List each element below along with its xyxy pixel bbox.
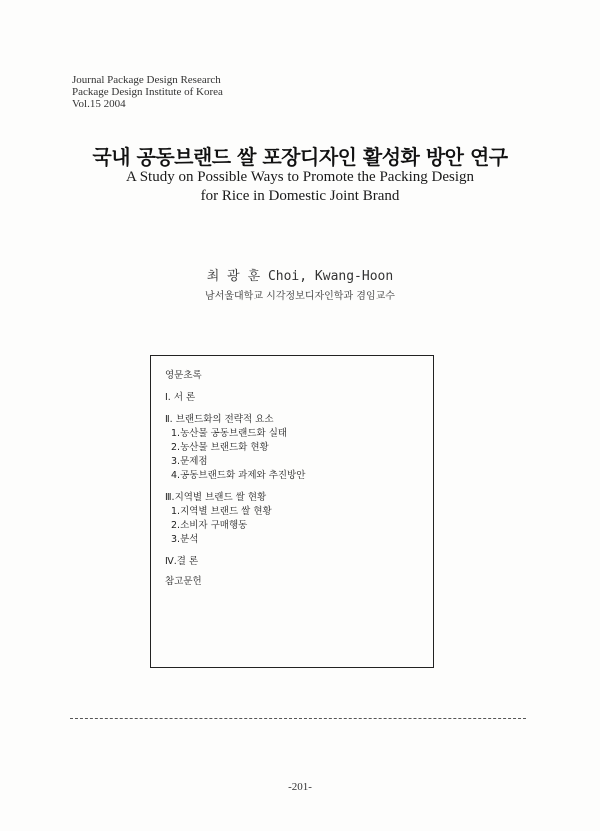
table-of-contents	[165, 369, 305, 589]
toc-section-2-4: 4.공동브랜드화 과제와 추진방안	[171, 470, 306, 481]
toc-section-2-3: 3.문제점	[171, 456, 208, 467]
page-number: -201-	[288, 781, 312, 793]
journal-name: Journal Package Design Research	[72, 74, 221, 86]
author-affiliation: 남서울대학교 시각정보디자인학과 겸임교수	[205, 291, 395, 302]
journal-volume: Vol.15 2004	[72, 98, 126, 110]
paper-title-korean: 국내 공동브랜드 쌀 포장디자인 활성화 방안 연구	[92, 145, 508, 169]
toc-abstract: 영문초록	[165, 370, 202, 381]
toc-section-2: Ⅱ. 브랜드화의 전략적 요소	[165, 414, 274, 425]
table-of-contents-box	[150, 355, 434, 668]
toc-section-1: Ⅰ. 서 론	[165, 392, 196, 403]
footer-divider	[70, 718, 526, 719]
toc-section-3-3: 3.분석	[171, 534, 199, 545]
toc-references: 참고문헌	[165, 576, 202, 587]
title-en-line-1: A Study on Possible Ways to Promote the Packing Design	[125, 169, 475, 185]
toc-section-3: Ⅲ.지역별 브랜드 쌀 현황	[165, 492, 267, 503]
paper-title-english	[0, 168, 600, 206]
journal-publisher: Package Design Institute of Korea	[72, 86, 223, 98]
toc-section-4: Ⅳ.결 론	[165, 556, 199, 567]
toc-section-2-1: 1.농산물 공동브랜드화 실태	[171, 428, 288, 439]
title-en-line-2: for Rice in Domestic Joint Brand	[200, 188, 400, 204]
toc-section-2-2: 2.농산물 브랜드화 현황	[171, 442, 269, 453]
journal-info	[72, 74, 223, 110]
toc-section-3-1: 1.지역별 브랜드 쌀 현황	[171, 506, 272, 517]
toc-section-3-2: 2.소비자 구매행동	[171, 520, 248, 531]
author-name: 최 광 훈 Choi, Kwang-Hoon	[206, 269, 394, 284]
